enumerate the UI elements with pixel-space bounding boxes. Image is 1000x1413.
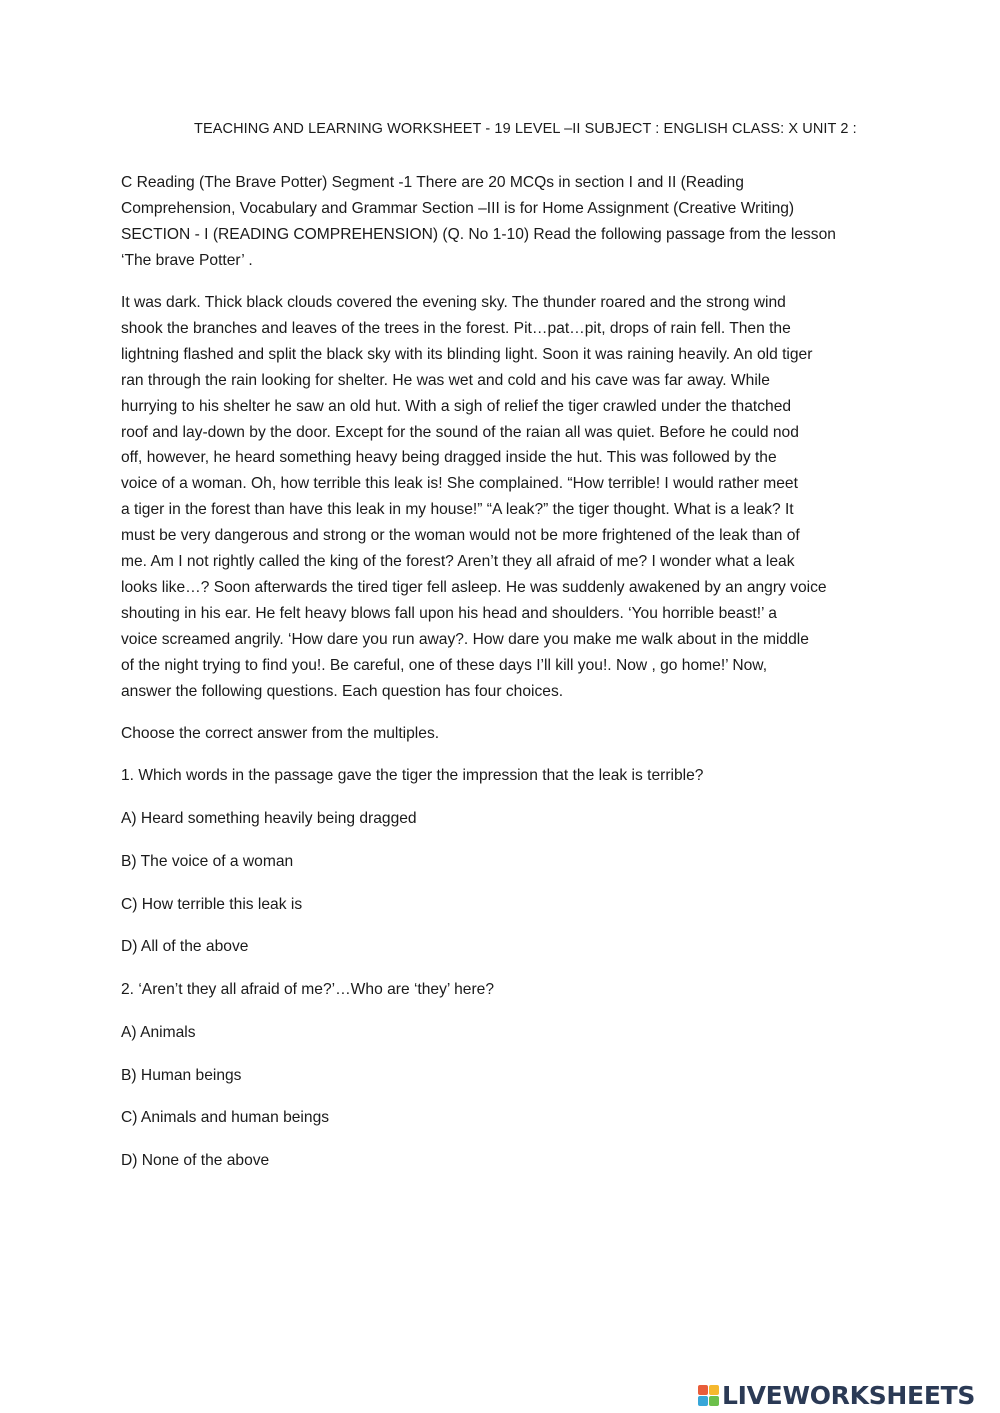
passage-line: voice of a woman. Oh, how terrible this leak is! She complained. “How terrible! I would rather meet <box>121 475 798 493</box>
passage-line: answer the following questions. Each question has four choices. <box>121 682 564 700</box>
passage-line: shouting in his ear. He felt heavy blows fall upon his head and shoulders. ‘You horrible beast!’ a <box>121 604 777 622</box>
passage-line: off, however, he heard something heavy being dragged inside the hut. This was followed by the <box>121 449 777 467</box>
passage-line: voice screamed angrily. ‘How dare you run away?. How dare you make me walk about in the middle <box>121 630 809 648</box>
logo-square <box>698 1385 708 1395</box>
passage-line: a tiger in the forest than have this leak in my house!” “A leak?” the tiger thought. What is a leak? It <box>121 501 794 519</box>
question-2-option-b[interactable]: B) Human beings <box>121 1067 242 1084</box>
intro-line: SECTION - I (READING COMPREHENSION) (Q. No 1-10) Read the following passage from the lesson <box>121 225 836 243</box>
passage-line: It was dark. Thick black clouds covered the evening sky. The thunder roared and the strong wind <box>121 294 786 311</box>
passage-line: lightning flashed and split the black sky with its blinding light. Soon it was raining heavily. An old tiger <box>121 345 813 363</box>
passage-line: roof and lay-down by the door. Except for the sound of the raian all was quiet. Before he could nod <box>121 423 799 441</box>
intro-paragraph <box>121 170 881 274</box>
passage-line: hurrying to his shelter he saw an old hut. With a sigh of relief the tiger crawled under the thatched <box>121 397 792 415</box>
question-2-option-a[interactable]: A) Animals <box>121 1024 196 1041</box>
passage-line: shook the branches and leaves of the trees in the forest. Pit…pat…pit, drops of rain fell. Then the <box>121 319 791 337</box>
passage-line: of the night trying to find you!. Be careful, one of these days I’ll kill you!. Now , go home!’ Now, <box>121 656 768 674</box>
intro-line: ‘The brave Potter’ . <box>121 251 253 269</box>
intro-line: C Reading (The Brave Potter) Segment -1 There are 20 MCQs in section I and II (Reading <box>121 174 744 191</box>
question-1-option-c[interactable]: C) How terrible this leak is <box>121 896 303 913</box>
question-1-option-d[interactable]: D) All of the above <box>121 938 249 955</box>
question-1: 1. Which words in the passage gave the tiger the impression that the leak is terrible? <box>121 767 704 784</box>
logo-mark-icon <box>698 1385 719 1406</box>
intro-line: Comprehension, Vocabulary and Grammar Section –III is for Home Assignment (Creative Writing) <box>121 199 795 217</box>
logo-square <box>709 1396 719 1406</box>
reading-passage <box>121 290 881 705</box>
passage-line: me. Am I not rightly called the king of the forest? Aren’t they all afraid of me? I wonder what a leak <box>121 553 795 571</box>
worksheet-title: TEACHING AND LEARNING WORKSHEET - 19 LEVEL –II SUBJECT : ENGLISH CLASS: X UNIT 2 : <box>194 121 857 137</box>
logo-text: LIVEWORKSHEETS <box>722 1380 976 1410</box>
question-1-option-b[interactable]: B) The voice of a woman <box>121 853 294 870</box>
question-2-option-d[interactable]: D) None of the above <box>121 1152 270 1169</box>
question-2-option-c[interactable]: C) Animals and human beings <box>121 1109 330 1126</box>
question-1-option-a[interactable]: A) Heard something heavily being dragged <box>121 810 417 827</box>
passage-line: must be very dangerous and strong or the woman would not be more frightened of the leak than of <box>121 527 800 545</box>
passage-line: looks like…? Soon afterwards the tired tiger fell asleep. He was suddenly awakened by an angry voice <box>121 578 827 596</box>
logo-square <box>709 1385 719 1395</box>
instruction-text: Choose the correct answer from the multiples. <box>121 725 440 742</box>
liveworksheets-logo <box>698 1380 975 1410</box>
question-2: 2. ‘Aren’t they all afraid of me?’…Who are ‘they’ here? <box>121 981 494 998</box>
passage-line: ran through the rain looking for shelter. He was wet and cold and his cave was far away. While <box>121 371 770 389</box>
logo-square <box>698 1396 708 1406</box>
